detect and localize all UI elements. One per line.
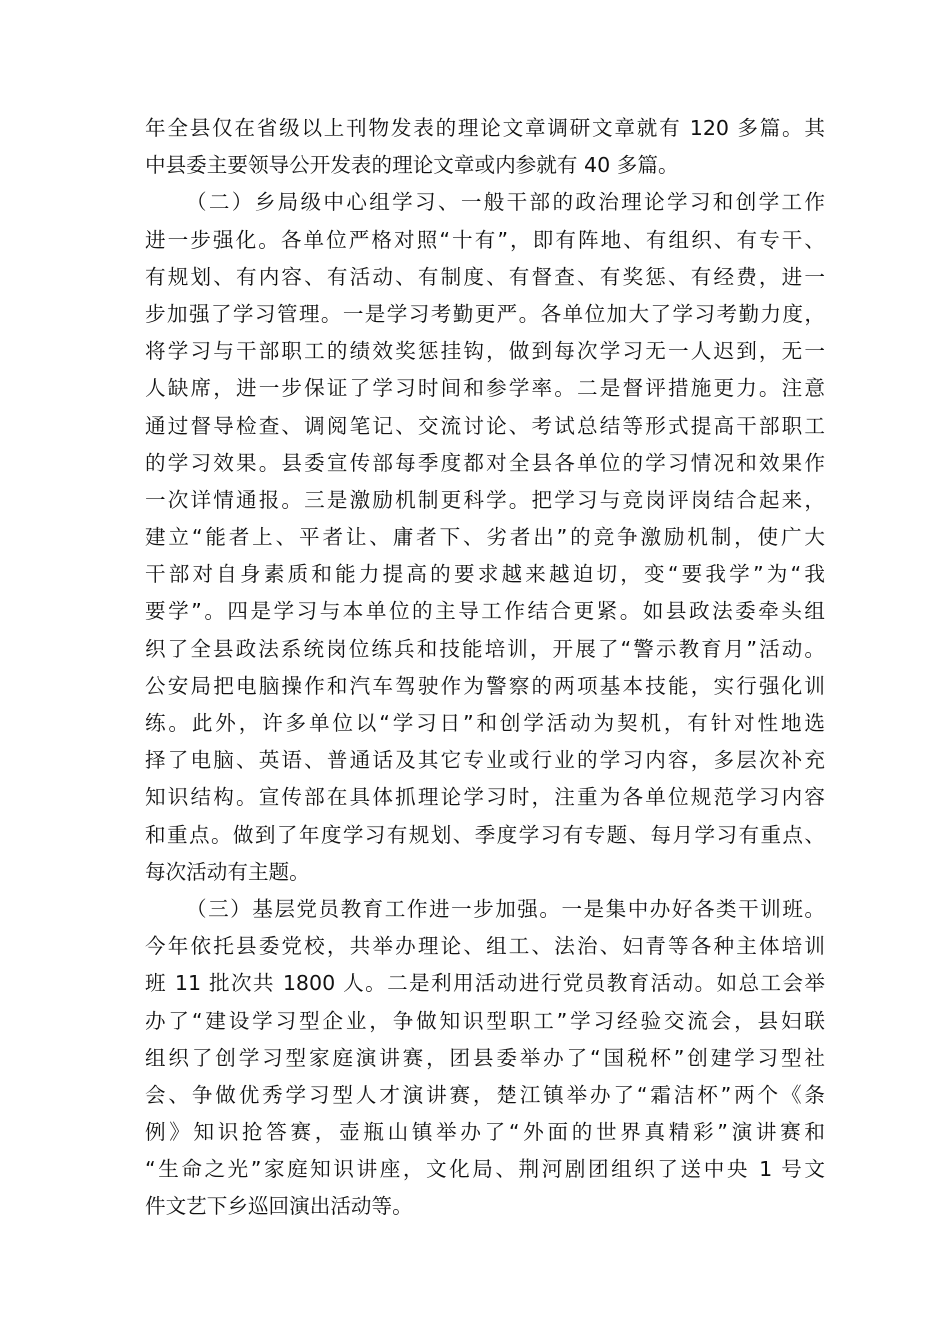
text-line: 和重点。做到了年度学习有规划、季度学习有专题、每月学习有重点、: [145, 822, 825, 847]
text-line: 步加强了学习管理。一是学习考勤更严。各单位加大了学习考勤力度，: [145, 301, 825, 326]
text-line: “生命之光”家庭知识讲座，文化局、荆河剧团组织了送中央 1 号文: [145, 1157, 825, 1182]
paragraph-2: [145, 184, 825, 891]
text-line: 建立“能者上、平者让、庸者下、劣者出”的竞争激励机制，使广大: [145, 525, 825, 550]
text-line: 例》知识抢答赛，壶瓶山镇举办了“外面的世界真精彩”演讲赛和: [145, 1120, 825, 1145]
text-line: 将学习与干部职工的绩效奖惩挂钩，做到每次学习无一人迟到，无一: [145, 339, 825, 364]
text-line: 组织了创学习型家庭演讲赛，团县委举办了“国税杯”创建学习型社: [145, 1045, 825, 1070]
text-line: 要学”。四是学习与本单位的主导工作结合更紧。如县政法委牵头组: [145, 599, 825, 624]
text-line: 练。此外，许多单位以“学习日”和创学活动为契机，有针对性地选: [145, 711, 825, 735]
text-line: （三）基层党员教育工作进一步加强。一是集中办好各类干训班。: [186, 896, 825, 921]
paragraph-1: [145, 110, 825, 184]
text-line: 一次详情通报。三是激励机制更科学。把学习与竞岗评岗结合起来，: [145, 487, 825, 512]
document-page: [145, 110, 825, 1226]
text-line: 人缺席，进一步保证了学习时间和参学率。二是督评措施更力。注意: [145, 376, 825, 401]
text-line: 件文艺下乡巡回演出活动等。: [145, 1194, 413, 1219]
text-line: 办了“建设学习型企业，争做知识型职工”学习经验交流会，县妇联: [145, 1008, 825, 1033]
text-line: 干部对自身素质和能力提高的要求越来越迫切，变“要我学”为“我: [145, 562, 825, 587]
text-line: 年全县仅在省级以上刊物发表的理论文章调研文章就有 120 多篇。其: [145, 116, 825, 140]
text-line: 织了全县政法系统岗位练兵和技能培训，开展了“警示教育月”活动。: [145, 636, 825, 661]
paragraph-3: [145, 891, 825, 1226]
text-line: 每次活动有主题。: [145, 859, 310, 884]
text-line: 会、争做优秀学习型人才演讲赛，楚江镇举办了“霜洁杯”两个《条: [145, 1082, 825, 1107]
text-line: 公安局把电脑操作和汽车驾驶作为警察的两项基本技能，实行强化训: [145, 673, 825, 698]
text-line: 知识结构。宣传部在具体抓理论学习时，注重为各单位规范学习内容: [145, 785, 825, 810]
text-line: 今年依托县委党校，共举办理论、组工、法治、妇青等各种主体培训: [145, 934, 825, 959]
text-line: 通过督导检查、调阅笔记、交流讨论、考试总结等形式提高干部职工: [145, 413, 825, 438]
text-line: 中县委主要领导公开发表的理论文章或内参就有 40 多篇。: [145, 153, 679, 178]
text-line: 有规划、有内容、有活动、有制度、有督查、有奖惩、有经费，进一: [145, 264, 825, 289]
text-line: 择了电脑、英语、普通话及其它专业或行业的学习内容，多层次补充: [145, 748, 825, 773]
text-line: 的学习效果。县委宣传部每季度都对全县各单位的学习情况和效果作: [145, 450, 825, 475]
text-line: 班 11 批次共 1800 人。二是利用活动进行党员教育活动。如总工会举: [145, 971, 825, 996]
text-line: 进一步强化。各单位严格对照“十有”，即有阵地、有组织、有专干、: [145, 227, 825, 252]
text-line: （二）乡局级中心组学习、一般干部的政治理论学习和创学工作: [186, 190, 825, 215]
